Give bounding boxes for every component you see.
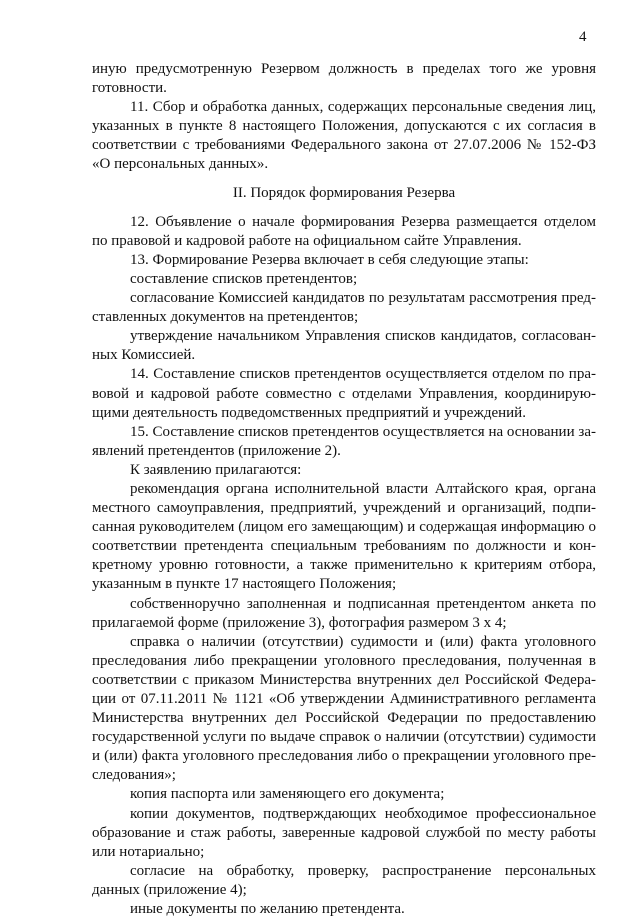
body-paragraph: 13. Формирование Резерва включает в себя следующие этапы: bbox=[130, 251, 529, 268]
body-paragraph: собственноручно заполненная и подписанная претендентом анкета по прилагаемой форме (приложение 3), фотография размером 3 х 4; bbox=[92, 595, 596, 631]
body-paragraph: рекомендация органа исполнительной власти Алтайского края, органа местного самоуправления, предприятий, учреждений и организаций, подписанная руководителем (лицом его замещающим) и содержащая информацию о соответствии претендента специальным требованиям по должности и конкретному уровню готовности, а также применительно к критериям отбора, указанным в пункте 17 настоящего Положения; bbox=[92, 480, 596, 593]
body-paragraph: справка о наличии (отсутствии) судимости и (или) факта уголовного преследования либо прекращении уголовного преследования, полученная в соответствии с приказом Министерства внутренних дел Российской Федерации от 07.11.2011 № 1121 «Об утверждении Административного регламента Министерства внутренних дел Российской Федерации по предоставлению государственной услуги по выдаче справок о наличии (отсутствии) судимости и (или) факта уголовного преследования либо о прекращении уголовного преследования»; bbox=[92, 633, 596, 784]
body-paragraph: 14. Составление списков претендентов осуществляется отделом по правовой и кадровой работе совместно с отделами Управления, координирующими деятельность подведомственных предприятий и учреждений. bbox=[92, 366, 596, 421]
body-paragraph: копии документов, подтверждающих необходимое профессиональное образование и стаж работы, заверенные кадровой службой по месту работы или нотариально; bbox=[92, 805, 596, 860]
body-paragraph: 11. Сбор и обработка данных, содержащих персональные сведения лиц, указанных в пункте 8 настоящего Положения, допускаются с их согласия в соответствии с требованиями Федерального закона от 27.07.2006 № 152-ФЗ «О персональных данных». bbox=[92, 99, 596, 173]
body-paragraph: 12. Объявление о начале формирования Резерва размещается отделом по правовой и кадровой работе на официальном сайте Управления. bbox=[92, 213, 596, 249]
section-heading: II. Порядок формирования Резерва bbox=[232, 184, 456, 201]
body-paragraph: К заявлению прилагаются: bbox=[130, 461, 302, 478]
body-paragraph: иные документы по желанию претендента. bbox=[130, 901, 405, 918]
section-ii-body bbox=[92, 213, 596, 919]
section-i-continuation bbox=[92, 60, 596, 175]
body-paragraph: согласование Комиссией кандидатов по результатам рассмотрения представленных документов на претендентов; bbox=[92, 290, 596, 326]
page-number: 4 bbox=[579, 29, 587, 45]
body-paragraph: составление списков претендентов; bbox=[130, 270, 358, 287]
body-paragraph: иную предусмотренную Резервом должность в пределах того же уровня готовности. bbox=[92, 61, 596, 97]
body-paragraph: утверждение начальником Управления списков кандидатов, согласованных Комиссией. bbox=[92, 328, 596, 364]
body-paragraph: копия паспорта или заменяющего его документа; bbox=[130, 786, 445, 803]
document-body bbox=[92, 60, 596, 919]
body-paragraph: согласие на обработку, проверку, распространение персональных данных (приложение 4); bbox=[92, 862, 596, 898]
body-paragraph: 15. Составление списков претендентов осуществляется на основании заявлений претендентов (приложение 2). bbox=[92, 423, 596, 459]
